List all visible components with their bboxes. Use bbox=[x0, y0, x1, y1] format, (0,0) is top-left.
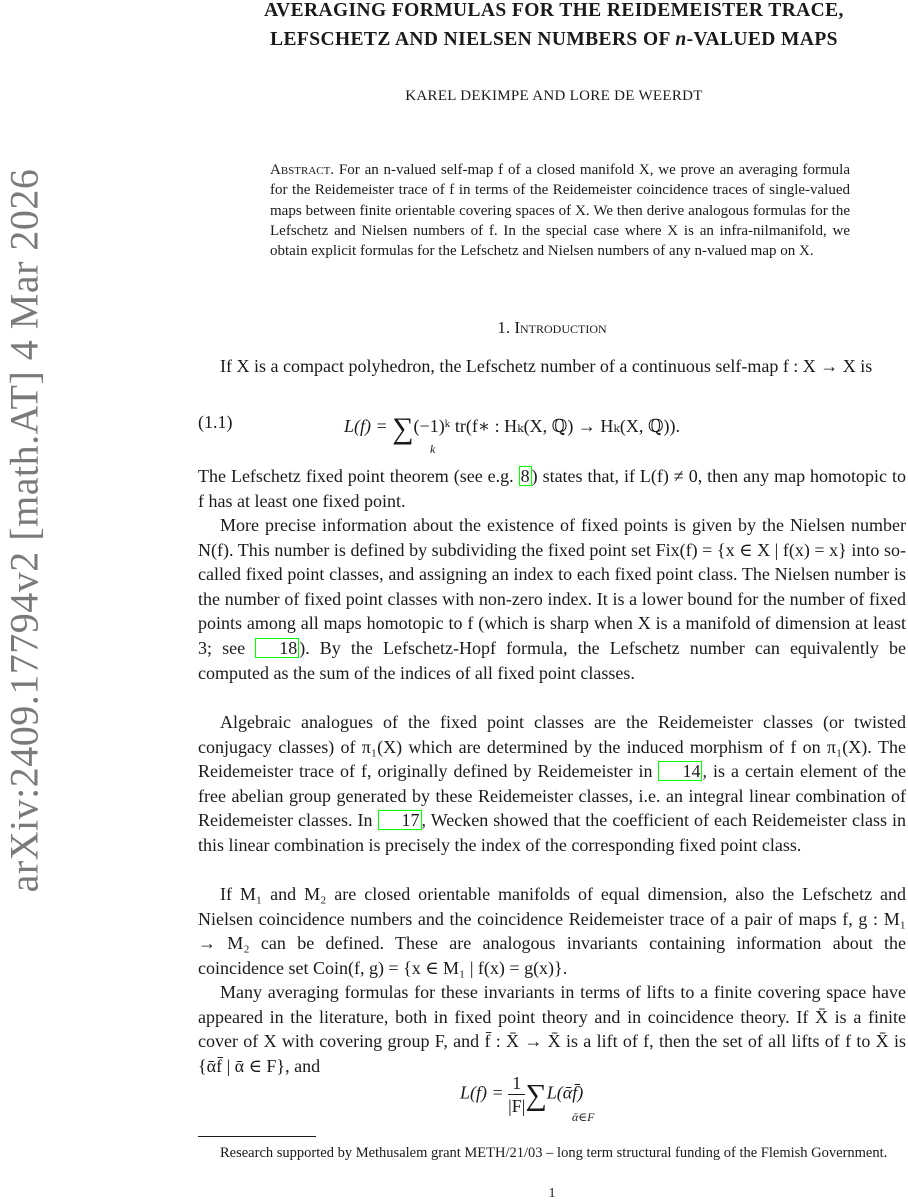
section-heading bbox=[198, 318, 906, 338]
title-line-1: AVERAGING FORMULAS FOR THE REIDEMEISTER TRACE, bbox=[264, 0, 844, 21]
equation-rhs: L(ᾱf̄) bbox=[546, 1082, 584, 1103]
section-number: 1. bbox=[497, 318, 511, 337]
equation-number: (1.1) bbox=[198, 412, 233, 432]
paragraph-text-end: ). By the Lefschetz-Hopf formula, the Lefschetz number can equivalently be computed as the sum of the indices of all fixed point classes. bbox=[198, 637, 907, 683]
paragraph-text-end: , Wecken showed that the coefficient of each Reidemeister class in this linear combination is precisely the index of the corresponding fixed point class. bbox=[198, 810, 906, 855]
citation-link[interactable]: 8 bbox=[520, 466, 530, 486]
footnote-text: Research supported by Methusalem grant METH/21/03 – long term structural funding of the Flemish Government. bbox=[220, 1145, 888, 1161]
equation-lhs: L(f) = bbox=[460, 1082, 509, 1103]
section-title: Introduction bbox=[514, 318, 607, 337]
title-line-2-text: LEFSCHETZ AND NIELSEN NUMBERS OF bbox=[270, 29, 676, 50]
paragraph-text-start: More precise information about the existence of fixed points is given by the Nielsen number N(f). This number is defined by subdividing the fixed point set Fix(f) = {x ∈ X | f(x) = x} into so-called fixed point classes, and assigning an index to each fixed point class. The Nielsen number is the number of fixed point classes with non-zero index. It is a lower bound for the number of fixed points among all maps homotopic to f (which is sharp when X is a manifold of dimension at least 3; see bbox=[198, 515, 906, 658]
authors: KAREL DEKIMPE AND LORE DE WEERDT bbox=[405, 88, 703, 104]
arxiv-identifier: arXiv:2409.17794v2 [math.AT] 4 Mar 2026 bbox=[1, 168, 47, 892]
intro-paragraph-3 bbox=[198, 513, 906, 685]
abstract-text: For an n-valued self-map f of a closed manifold X, we prove an averaging formula for the Reidemeister trace of f in terms of the Reidemeister coincidence traces of single-valued maps between finite orientable covering spaces of X. We then derive analogous formulas for the Lefschetz and Nielsen numbers of f. In the special case where X is an infra-nilmanifold, we obtain explicit formulas for the Lefschetz and Nielsen numbers of any n-valued map on X. bbox=[270, 162, 851, 260]
paper-title bbox=[200, 0, 908, 54]
summation-symbol: ∑ bbox=[525, 1078, 547, 1112]
paragraph-text: Many averaging formulas for these invariants in terms of lifts to a finite covering space have appeared in the literature, both in fixed point theory and in coincidence theory. If X̄ is a finite cover of X with covering group F, and f̄ : X̄ → X̄ is a lift of f, then the set of all lifts of f to X̄ is {ᾱf̄ | ᾱ ∈ F}, and bbox=[198, 982, 906, 1076]
fraction-denominator: |F| bbox=[508, 1096, 526, 1116]
paragraph-text-middle: , is a certain element of the free abelian group generated by these Reidemeister classes, i.e. an integral linear combination of Reidemeister classes. In bbox=[198, 761, 906, 831]
equation-lhs: L(f) = bbox=[344, 416, 393, 436]
title-line-2 bbox=[200, 25, 908, 54]
intro-paragraph-5 bbox=[198, 882, 906, 980]
paragraph-text-start: The Lefschetz fixed point theorem (see e.g. bbox=[198, 466, 519, 486]
arxiv-stamp bbox=[2, 160, 46, 900]
fraction-numerator: 1 bbox=[508, 1072, 525, 1095]
paragraph-text-start: Algebraic analogues of the fixed point classes are the Reidemeister classes (or twisted conjugacy classes) of π₁(X) which are determined by the induced morphism of f on π₁(X). The Reidemeister trace of f, originally defined by Reidemeister in bbox=[198, 712, 906, 782]
summation-index: k bbox=[430, 442, 436, 456]
paragraph-text: If X is a compact polyhedron, the Lefschetz number of a continuous self-map f : X → X is bbox=[220, 356, 873, 376]
citation-link[interactable]: 14 bbox=[658, 761, 702, 781]
intro-paragraph-1 bbox=[198, 354, 906, 379]
equation-body bbox=[344, 412, 680, 446]
footnote bbox=[198, 1143, 906, 1163]
footnote-divider bbox=[198, 1136, 316, 1137]
abstract bbox=[270, 160, 850, 261]
fraction bbox=[508, 1072, 525, 1117]
paragraph-text bbox=[198, 710, 906, 858]
title-line-2-suffix: -VALUED MAPS bbox=[686, 29, 838, 50]
intro-paragraph-6 bbox=[198, 980, 906, 1078]
summation-index: ᾱ∈F bbox=[572, 1110, 595, 1124]
citation-link[interactable]: 18 bbox=[255, 638, 299, 658]
abstract-label: Abstract. bbox=[270, 162, 335, 178]
paragraph-text bbox=[198, 464, 906, 513]
page-number: 1 bbox=[548, 1186, 556, 1201]
paragraph-text bbox=[198, 513, 906, 685]
equation-rhs: (−1)ᵏ tr(f∗ : Hₖ(X, ℚ) → Hₖ(X, ℚ)). bbox=[413, 416, 681, 436]
title-variable-n: n bbox=[675, 29, 687, 50]
paragraph-text: If M₁ and M₂ are closed orientable manifolds of equal dimension, also the Lefschetz and Nielsen coincidence numbers and the coincidence Reidemeister trace of a pair of maps f, g : M₁ → M₂ can be defined. These are analogous invariants containing information about the coincidence set Coin(f, g) = {x ∈ M₁ | f(x) = g(x)}. bbox=[198, 884, 906, 978]
intro-paragraph-2 bbox=[198, 464, 906, 513]
summation-symbol: ∑ bbox=[392, 412, 414, 445]
equation-body bbox=[460, 1072, 583, 1117]
intro-paragraph-4 bbox=[198, 710, 906, 858]
citation-link[interactable]: 17 bbox=[378, 810, 422, 830]
paragraph-text-end: ) states that, if L(f) ≠ 0, then any map homotopic to f has at least one fixed point. bbox=[198, 466, 906, 511]
